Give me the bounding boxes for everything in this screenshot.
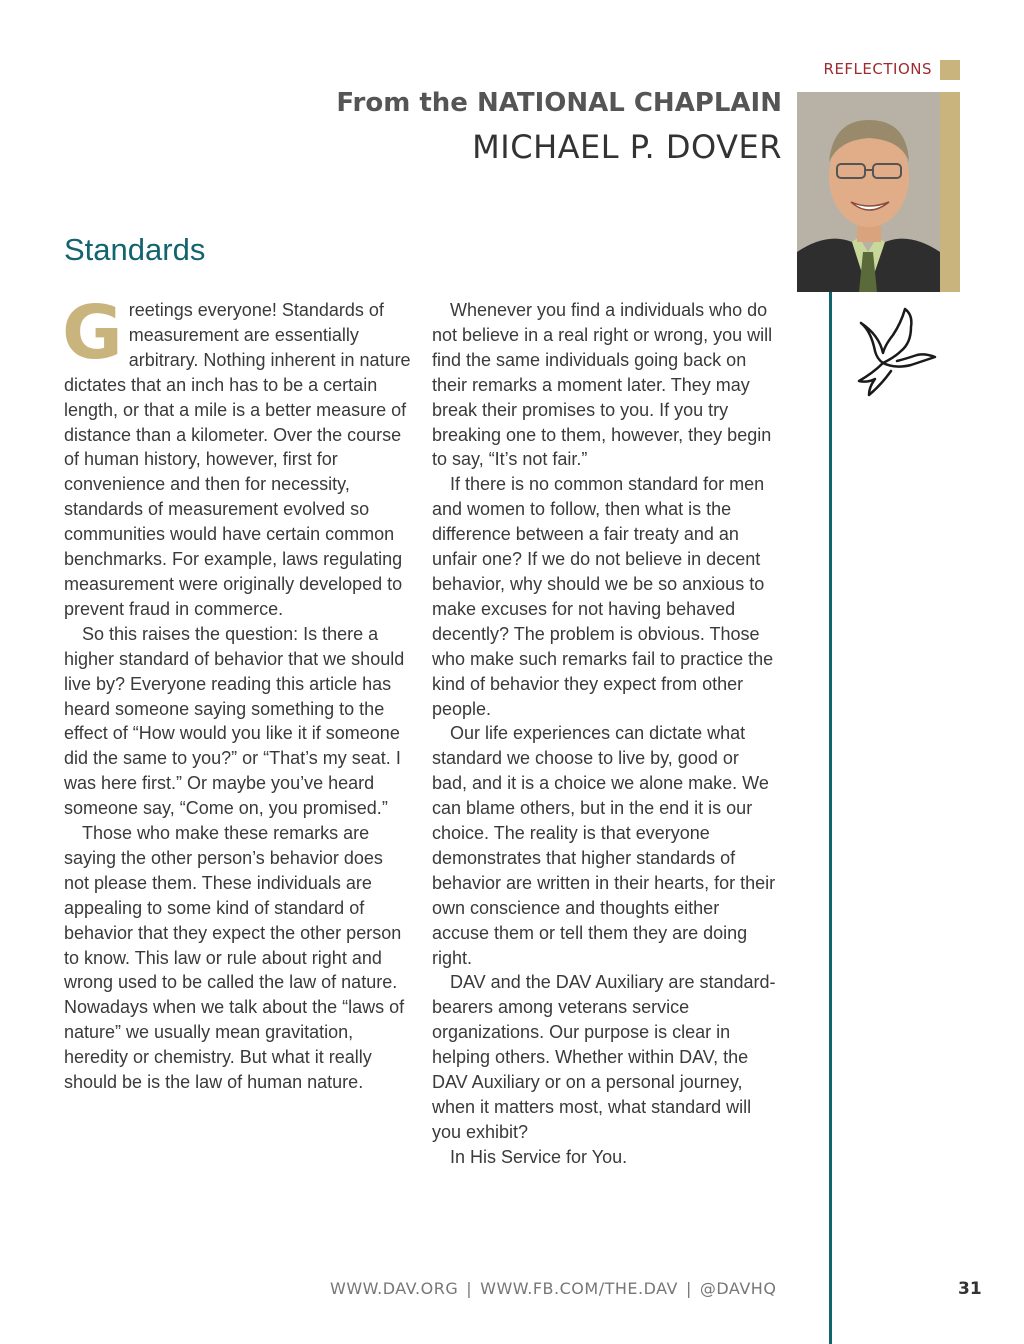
portrait-illustration xyxy=(797,92,940,292)
footer-link-twitter[interactable]: @DAVHQ xyxy=(699,1279,777,1298)
column-kicker: From the NATIONAL CHAPLAIN xyxy=(336,88,782,118)
paragraph: So this raises the question: Is there a higher standard of behavior that we should live by? Everyone reading this article has heard someone saying something to the effect of “How would you like it if someone did the same to you?” or “That’s my seat. I was here first.” Or maybe you’ve heard someone say, “Come on, you promised.” xyxy=(64,623,405,819)
dove-icon xyxy=(855,305,940,400)
article-title: Standards xyxy=(64,232,206,267)
article-column-2 xyxy=(432,298,777,1170)
paragraph: Our life experiences can dictate what standard we choose to live by, good or bad, and it is a choice we alone make. We can blame others, but in the end it is our choice. The reality is that everyone demonstrates that higher standards of behavior are written in their hearts, for their own conscience and thoughts either accuse them or tell them they are doing right. xyxy=(432,723,776,968)
paragraph: Whenever you find a individuals who do not believe in a real right or wrong, you will find the same individuals going back on their remarks a moment later. They may break their promises to you. If you try breaking one to them, however, they begin to say, “It’s not fair.” xyxy=(432,300,773,470)
footer-separator: | xyxy=(466,1279,473,1298)
teal-vertical-rule xyxy=(829,292,832,1344)
chaplain-portrait xyxy=(797,92,940,292)
section-tag: REFLECTIONS xyxy=(823,60,932,78)
footer-separator: | xyxy=(685,1279,692,1298)
author-name: MICHAEL P. DOVER xyxy=(472,128,782,166)
drop-cap: G xyxy=(62,290,123,376)
footer-link-facebook[interactable]: WWW.FB.COM/THE.DAV xyxy=(480,1279,678,1298)
paragraph: In His Service for You. xyxy=(450,1146,628,1167)
article-column-1 xyxy=(62,290,412,1095)
paragraph xyxy=(62,290,412,622)
gold-accent-bar xyxy=(940,92,960,292)
paragraph-text: reetings everyone! Standards of measurement are essentially arbitrary. Nothing inherent in nature dictates that an inch has to be a certain length, or that a mile is a better measure of distance than a kilometer. Over the course of human history, however, first for convenience and then for necessity, standards of measurement evolved so communities would have certain common benchmarks. For example, laws regulating measurement were originally developed to prevent fraud in commerce. xyxy=(64,300,411,619)
paragraph: DAV and the DAV Auxiliary are standard-bearers among veterans service organizations. Our purpose is clear in helping others. Whether within DAV, the DAV Auxiliary or on a personal journey, when it matters most, what standard will you exhibit? xyxy=(432,972,776,1142)
page-number: 31 xyxy=(958,1279,982,1299)
footer-links xyxy=(330,1279,776,1298)
footer-link-website[interactable]: WWW.DAV.ORG xyxy=(330,1279,459,1298)
paragraph: If there is no common standard for men and women to follow, then what is the difference between a fair treaty and an unfair one? If we do not believe in decent behavior, why should we be so anxious to make excuses for not having behaved decently? The problem is obvious. Those who make such remarks fail to practice the kind of behavior they expect from other people. xyxy=(432,474,774,719)
paragraph: Those who make these remarks are saying the other person’s behavior does not please them. These individuals are appealing to some kind of standard of behavior that they expect the other person to know. This law or rule about right and wrong used to be called the law of nature. Nowadays when we talk about the “laws of nature” we usually mean gravitation, heredity or chemistry. But what it really should be is the law of human nature. xyxy=(64,823,405,1093)
section-tag-square xyxy=(940,60,960,80)
